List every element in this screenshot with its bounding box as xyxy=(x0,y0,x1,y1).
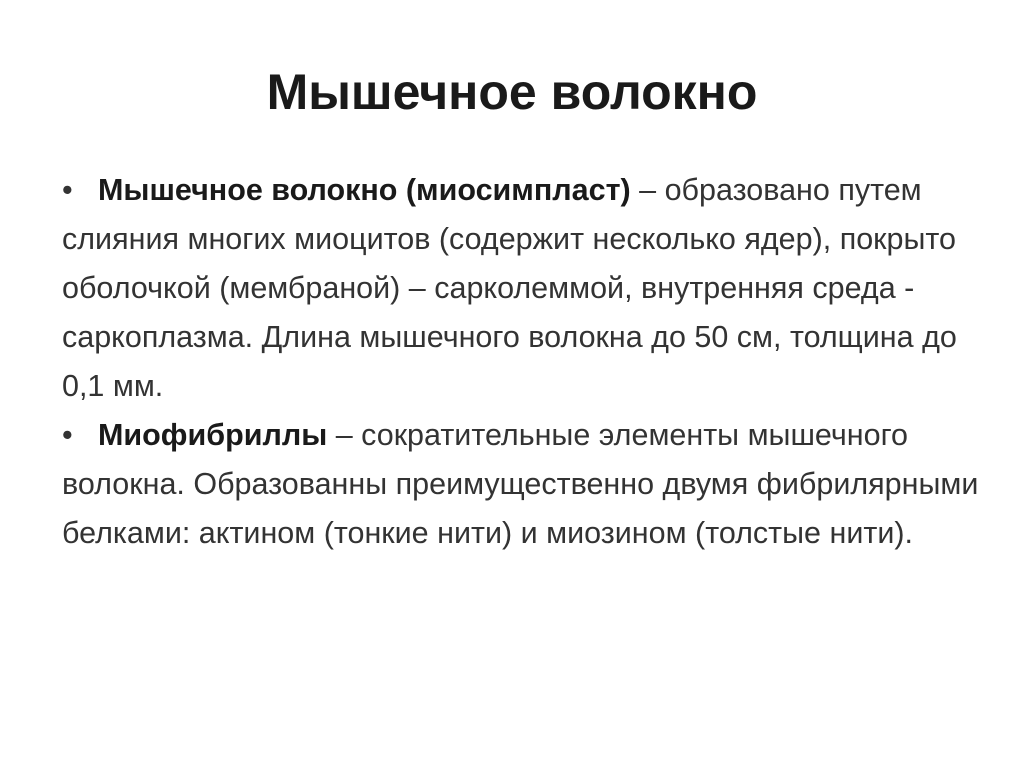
bullet-item-myofibrils xyxy=(62,411,982,558)
bullet-term: Миофибриллы xyxy=(98,418,328,452)
bullet-list xyxy=(62,166,982,558)
bullet-term: Мышечное волокно (миосимпласт) xyxy=(98,173,631,207)
slide-title: Мышечное волокно xyxy=(266,64,758,120)
bullet-marker: • xyxy=(62,418,73,452)
bullet-item-muscle-fiber xyxy=(62,166,982,411)
bullet-text: – образовано путем слияния многих миоцитов (содержит несколько ядер), покрыто оболочкой (мембраной) – сарколеммой, внутренняя среда - саркоплазма. Длина мышечного волокна до 50 см, толщина до 0,1 мм. xyxy=(62,173,957,403)
bullet-text: – сократительные элементы мышечного волокна. Образованны преимущественно двумя фибрилярными белками: актином (тонкие нити) и миозином (толстые нити). xyxy=(62,418,979,550)
bullet-marker: • xyxy=(62,173,73,207)
